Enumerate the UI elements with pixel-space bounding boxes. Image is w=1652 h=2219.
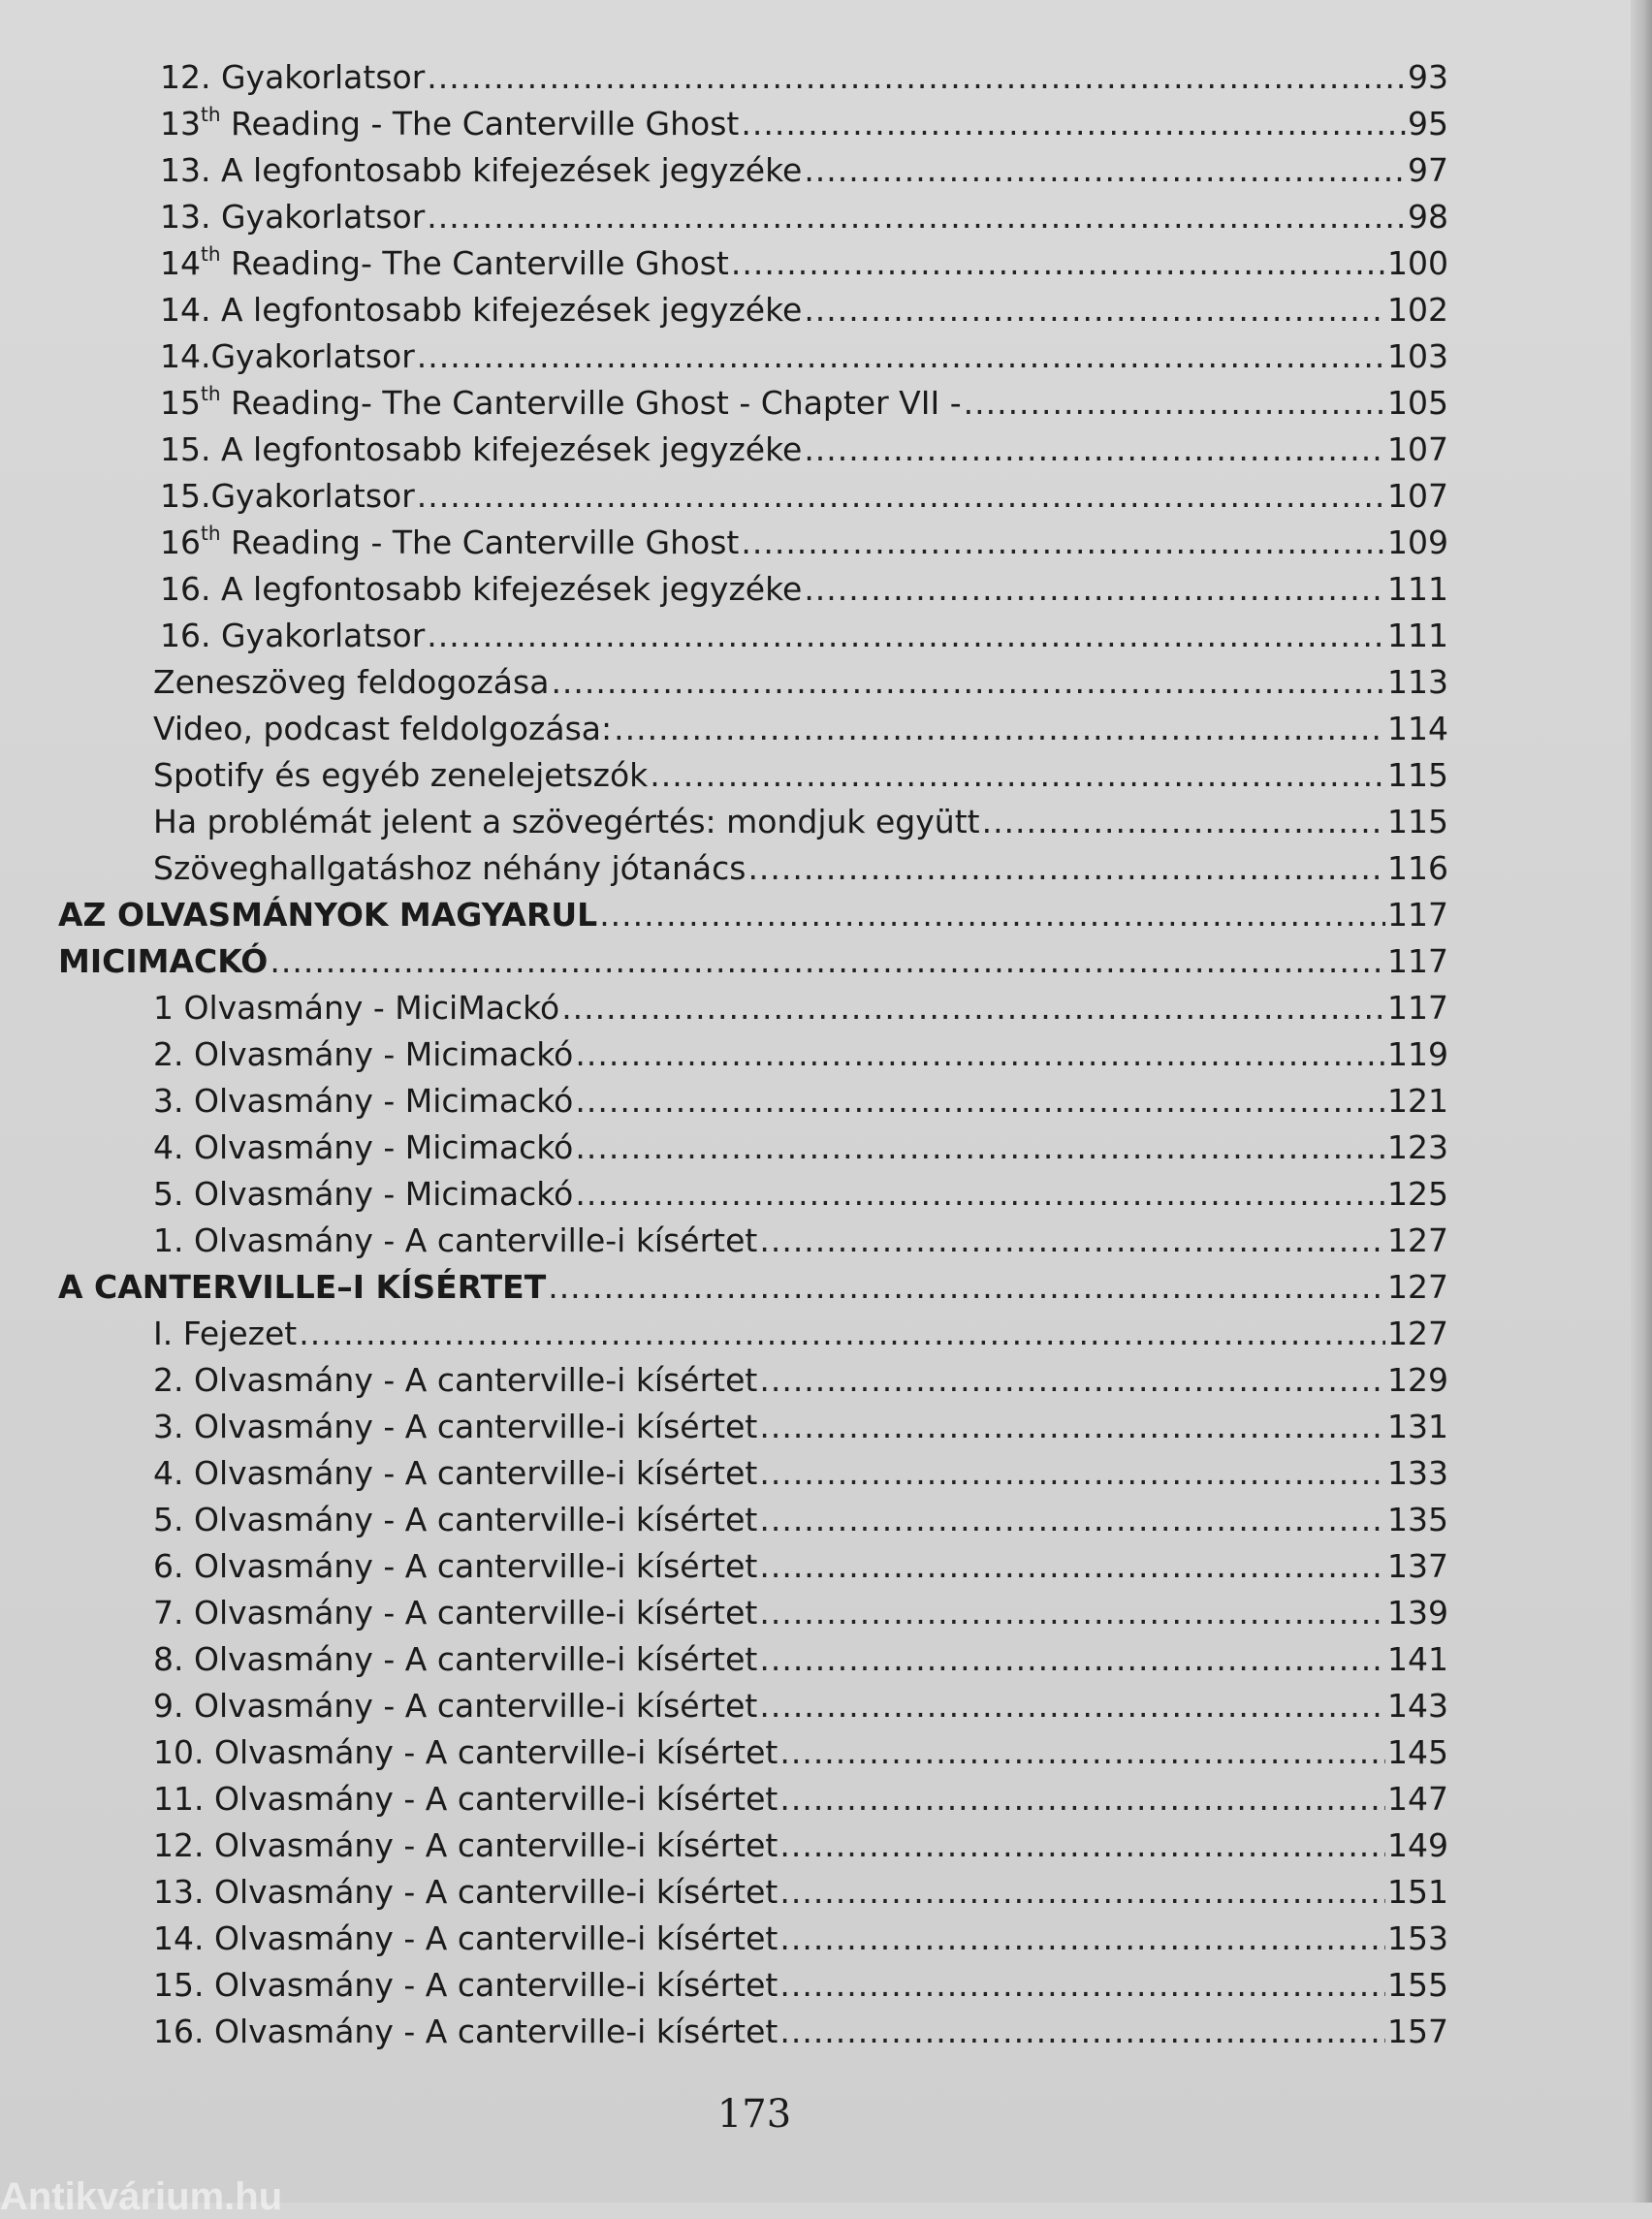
dot-leader [417, 337, 1385, 375]
dot-leader [427, 58, 1406, 96]
toc-entry-page: 117 [1387, 989, 1448, 1027]
toc-entry [153, 1687, 1448, 1731]
toc-entry [153, 803, 1448, 847]
toc-entry-page: 151 [1387, 1873, 1448, 1911]
toc-entry-title: 14. A legfontosabb kifejezések jegyzéke [160, 291, 803, 329]
dot-leader [575, 1035, 1385, 1073]
toc-entry-title: 3. Olvasmány - A canterville-i kísértet [153, 1408, 758, 1445]
toc-entry-page: 117 [1387, 942, 1448, 980]
toc-entry-title: 14. Olvasmány - A canterville-i kísértet [153, 1919, 778, 1957]
dot-leader [427, 617, 1385, 654]
toc-entry-title: 5. Olvasmány - Micimackó [153, 1175, 574, 1213]
toc-entry-page: 93 [1408, 58, 1448, 96]
toc-entry-title: 15.Gyakorlatsor [160, 477, 415, 515]
toc-entry-page: 149 [1387, 1826, 1448, 1864]
toc-entry-page: 95 [1408, 105, 1448, 143]
toc-entry-page: 102 [1387, 291, 1448, 329]
dot-leader [759, 1221, 1385, 1259]
dot-leader [299, 1315, 1385, 1352]
toc-entry [160, 337, 1448, 382]
toc-entry [160, 58, 1448, 103]
toc-entry-page: 113 [1387, 663, 1448, 701]
toc-entry [153, 756, 1448, 801]
toc-entry-page: 116 [1387, 849, 1448, 887]
toc-section-heading [58, 1268, 1448, 1313]
toc-entry-title: 13. A legfontosabb kifejezések jegyzéke [160, 151, 803, 189]
toc-entry [160, 617, 1448, 661]
dot-leader [804, 151, 1406, 189]
toc-entry-page: 147 [1387, 1780, 1448, 1818]
toc-entry-title: 16th Reading - The Canterville Ghost [160, 522, 740, 561]
dot-leader [759, 1361, 1385, 1399]
toc-entry [153, 1454, 1448, 1499]
dot-leader [427, 198, 1406, 236]
toc-entry-page: 153 [1387, 1919, 1448, 1957]
toc-entry [153, 1780, 1448, 1824]
toc-entry-page: 115 [1387, 756, 1448, 794]
toc-entry-title: 11. Olvasmány - A canterville-i kísértet [153, 1780, 778, 1818]
toc-entry [160, 477, 1448, 522]
toc-entry-title: 16. A legfontosabb kifejezések jegyzéke [160, 570, 803, 608]
toc-entry-page: 114 [1387, 710, 1448, 747]
dot-leader [741, 523, 1385, 561]
toc-entry [160, 105, 1448, 149]
toc-entry-page: 115 [1387, 803, 1448, 840]
toc-entry-title: 12. Olvasmány - A canterville-i kísértet [153, 1826, 778, 1864]
toc-entry-page: 137 [1387, 1547, 1448, 1585]
toc-entry-title: 14th Reading- The Canterville Ghost [160, 242, 729, 282]
toc-entry [153, 1733, 1448, 1778]
toc-entry-title: AZ OLVASMÁNYOK MAGYARUL [58, 896, 598, 934]
toc-entry [160, 244, 1448, 289]
toc-entry-title: 13. Olvasmány - A canterville-i kísértet [153, 1873, 778, 1911]
toc-entry-page: 135 [1387, 1501, 1448, 1538]
toc-entry [153, 1826, 1448, 1871]
toc-entry-title: 2. Olvasmány - Micimackó [153, 1035, 574, 1073]
toc-entry-title: 9. Olvasmány - A canterville-i kísértet [153, 1687, 758, 1725]
toc-entry-page: 155 [1387, 1966, 1448, 2004]
toc-entry [153, 1361, 1448, 1406]
dot-leader [561, 989, 1385, 1027]
dot-leader [779, 1733, 1385, 1771]
dot-leader [964, 384, 1385, 422]
toc-entry-page: 103 [1387, 337, 1448, 375]
toc-entry [153, 1175, 1448, 1220]
toc-entry-title: 15. Olvasmány - A canterville-i kísértet [153, 1966, 778, 2004]
dot-leader [417, 477, 1385, 515]
toc-entry-page: 127 [1387, 1268, 1448, 1306]
dot-leader [614, 710, 1385, 747]
toc-entry-page: 129 [1387, 1361, 1448, 1399]
toc-entry [153, 710, 1448, 754]
toc-entry-title: 1 Olvasmány - MiciMackó [153, 989, 560, 1027]
toc-entry [153, 1547, 1448, 1592]
toc-entry-page: 111 [1387, 617, 1448, 654]
toc-entry-title: Ha problémát jelent a szövegértés: mondjuk együtt [153, 803, 980, 840]
toc-entry-page: 97 [1408, 151, 1448, 189]
toc-entry [153, 1640, 1448, 1685]
toc-entry-title: Video, podcast feldolgozása: [153, 710, 613, 747]
toc-section-heading [58, 942, 1448, 987]
toc-entry-title: 13. Gyakorlatsor [160, 198, 426, 236]
dot-leader [759, 1408, 1385, 1445]
dot-leader [759, 1687, 1385, 1725]
dot-leader [804, 570, 1385, 608]
page-number: 173 [716, 2092, 792, 2137]
toc-entry-title: 6. Olvasmány - A canterville-i kísértet [153, 1547, 758, 1585]
toc-entry-page: 119 [1387, 1035, 1448, 1073]
toc-entry [153, 2013, 1448, 2057]
dot-leader [731, 244, 1385, 282]
toc-entry-title: 15th Reading- The Canterville Ghost - Chapter VII - [160, 382, 962, 422]
toc-entry [153, 849, 1448, 894]
page-edge [1631, 0, 1652, 2203]
dot-leader [804, 291, 1385, 329]
toc-entry-title: 1. Olvasmány - A canterville-i kísértet [153, 1221, 758, 1259]
dot-leader [804, 430, 1385, 468]
dot-leader [575, 1128, 1385, 1166]
dot-leader [759, 1547, 1385, 1585]
dot-leader [575, 1082, 1385, 1120]
toc-entry [153, 1221, 1448, 1266]
toc-entry-title: Szöveghallgatáshoz néhány jótanács [153, 849, 747, 887]
toc-entry [153, 1966, 1448, 2011]
dot-leader [551, 663, 1385, 701]
toc-entry [160, 430, 1448, 475]
toc-entry-title: 13th Reading - The Canterville Ghost [160, 103, 740, 143]
toc-entry-title: 5. Olvasmány - A canterville-i kísértet [153, 1501, 758, 1538]
dot-leader [759, 1640, 1385, 1678]
toc-entry-title: 10. Olvasmány - A canterville-i kísértet [153, 1733, 778, 1771]
toc-entry-page: 125 [1387, 1175, 1448, 1213]
toc-entry-page: 117 [1387, 896, 1448, 934]
toc-entry-page: 139 [1387, 1594, 1448, 1632]
toc-entry-title: 8. Olvasmány - A canterville-i kísértet [153, 1640, 758, 1678]
dot-leader [759, 1501, 1385, 1538]
toc-entry-title: 14.Gyakorlatsor [160, 337, 415, 375]
toc-entry-page: 143 [1387, 1687, 1448, 1725]
toc-entry-page: 105 [1387, 384, 1448, 422]
toc-entry [153, 1408, 1448, 1452]
toc-entry-title: 15. A legfontosabb kifejezések jegyzéke [160, 430, 803, 468]
toc-entry-page: 133 [1387, 1454, 1448, 1492]
toc-entry-title: 2. Olvasmány - A canterville-i kísértet [153, 1361, 758, 1399]
dot-leader [747, 849, 1385, 887]
toc-entry [153, 1128, 1448, 1173]
toc-entry-title: I. Fejezet [153, 1315, 298, 1352]
toc-entry-page: 123 [1387, 1128, 1448, 1166]
toc-entry [153, 1594, 1448, 1638]
toc-entry [153, 1035, 1448, 1080]
toc-entry-title: 16. Olvasmány - A canterville-i kísértet [153, 2013, 778, 2050]
toc-entry-page: 127 [1387, 1221, 1448, 1259]
dot-leader [650, 756, 1385, 794]
toc-entry-page: 98 [1408, 198, 1448, 236]
dot-leader [575, 1175, 1385, 1213]
toc-entry-page: 107 [1387, 430, 1448, 468]
toc-entry-title: MICIMACKÓ [58, 942, 269, 980]
toc-entry-title: 7. Olvasmány - A canterville-i kísértet [153, 1594, 758, 1632]
toc-entry [160, 151, 1448, 196]
toc-entry-title: 12. Gyakorlatsor [160, 58, 426, 96]
toc-entry-title: Spotify és egyéb zenelejetszók [153, 756, 649, 794]
toc-entry-page: 157 [1387, 2013, 1448, 2050]
dot-leader [759, 1594, 1385, 1632]
dot-leader [599, 896, 1385, 934]
dot-leader [779, 1873, 1385, 1911]
toc-entry [153, 1501, 1448, 1545]
dot-leader [548, 1268, 1385, 1306]
toc-entry-page: 127 [1387, 1315, 1448, 1352]
toc-entry-page: 107 [1387, 477, 1448, 515]
toc-entry [153, 989, 1448, 1033]
dot-leader [759, 1454, 1385, 1492]
dot-leader [270, 942, 1385, 980]
dot-leader [779, 1919, 1385, 1957]
toc-section-heading [58, 896, 1448, 940]
dot-leader [741, 105, 1406, 143]
toc-entry [160, 523, 1448, 568]
toc-entry-page: 145 [1387, 1733, 1448, 1771]
toc-entry-page: 100 [1387, 244, 1448, 282]
toc-entry-page: 141 [1387, 1640, 1448, 1678]
toc-entry-title: 4. Olvasmány - Micimackó [153, 1128, 574, 1166]
toc-entry-title: A CANTERVILLE–I KÍSÉRTET [58, 1268, 547, 1306]
toc-entry [160, 198, 1448, 242]
toc-entry [160, 384, 1448, 428]
toc-entry [160, 570, 1448, 615]
toc-entry-title: 16. Gyakorlatsor [160, 617, 426, 654]
toc-entry [153, 663, 1448, 708]
toc-entry [160, 291, 1448, 335]
toc-entry-page: 131 [1387, 1408, 1448, 1445]
dot-leader [779, 1966, 1385, 2004]
dot-leader [779, 1826, 1385, 1864]
toc-entry-page: 111 [1387, 570, 1448, 608]
toc-entry-page: 121 [1387, 1082, 1448, 1120]
toc-entry-title: 3. Olvasmány - Micimackó [153, 1082, 574, 1120]
toc-entry [153, 1315, 1448, 1359]
watermark: Antikvárium.hu [0, 2175, 283, 2218]
toc-entry-title: Zeneszöveg feldogozása [153, 663, 550, 701]
toc-entry [153, 1082, 1448, 1126]
dot-leader [779, 1780, 1385, 1818]
toc-entry-title: 4. Olvasmány - A canterville-i kísértet [153, 1454, 758, 1492]
dot-leader [982, 803, 1385, 840]
toc-entry [153, 1873, 1448, 1918]
dot-leader [779, 2013, 1385, 2050]
toc-entry [153, 1919, 1448, 1964]
toc-entry-page: 109 [1387, 523, 1448, 561]
